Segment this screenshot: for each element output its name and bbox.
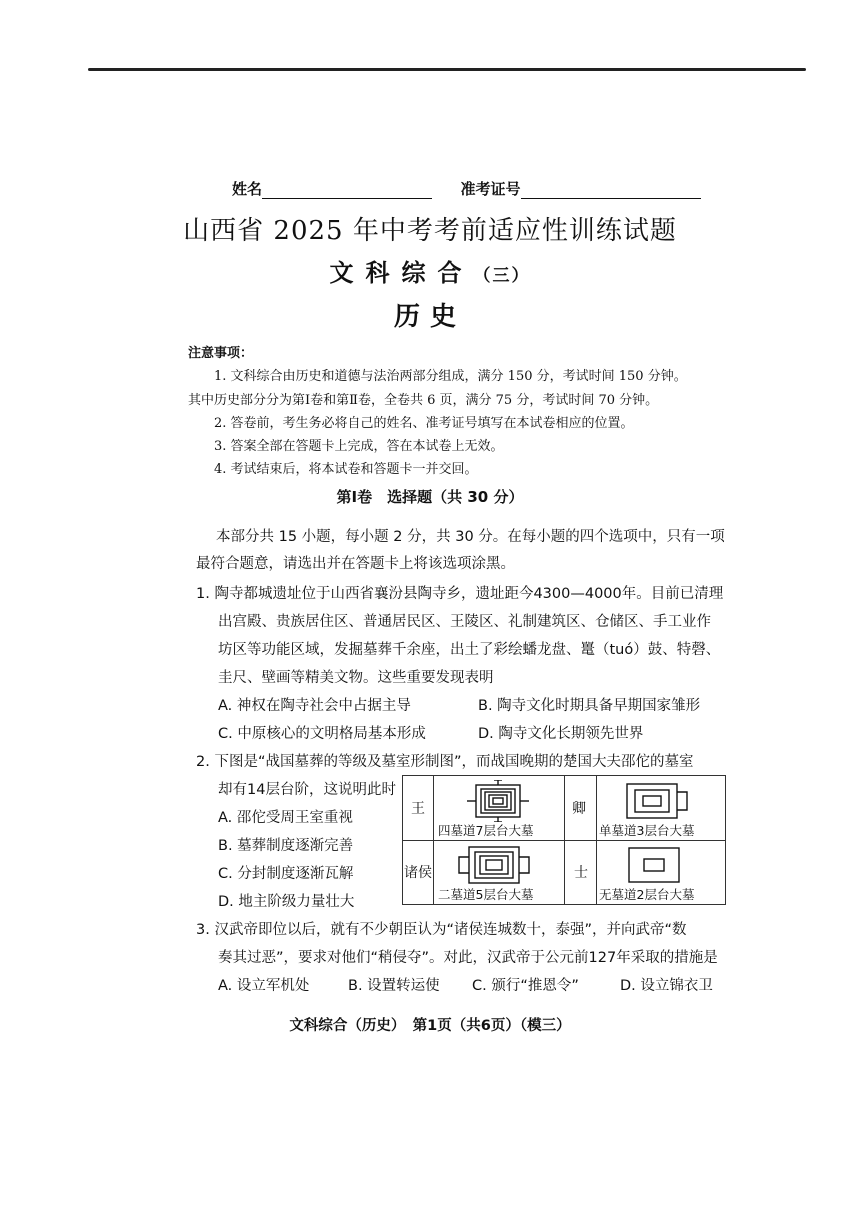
rank-label-scholar: 士 xyxy=(574,865,588,881)
q1-option-b[interactable]: B. 陶寺文化时期具备早期国家雏形 xyxy=(478,698,701,714)
q2-option-a[interactable]: A. 邵佗受周王室重视 xyxy=(218,810,353,826)
q1-option-a[interactable]: A. 神权在陶寺社会中占据主导 xyxy=(218,698,411,714)
question-1-line: 坊区等功能区域，发掘墓葬千余座，出土了彩绘蟠龙盘、鼍（tuó）鼓、特磬、 xyxy=(218,642,721,658)
caption-king: 四墓道7层台大墓 xyxy=(438,823,534,838)
note-line: 4. 考试结束后，将本试卷和答题卡一并交回。 xyxy=(214,462,478,477)
exam-id-field[interactable] xyxy=(521,182,701,199)
subtitle-text: 文科综合 xyxy=(329,259,474,287)
q1-option-d[interactable]: D. 陶寺文化长期领先世界 xyxy=(478,726,644,742)
page-footer: 文科综合（历史） 第1页（共6页）（模三） xyxy=(289,1018,571,1034)
question-2-line: 2. 下图是“战国墓葬的等级及墓室形制图”，而战国晚期的楚国大夫邵佗的墓室 xyxy=(196,754,694,770)
note-line: 2. 答卷前，考生务必将自己的姓名、准考证号填写在本试卷相应的位置。 xyxy=(214,416,634,431)
q1-option-c[interactable]: C. 中原核心的文明格局基本形成 xyxy=(218,726,426,742)
subtitle-suffix: （三） xyxy=(473,266,531,286)
question-3-line: 3. 汉武帝即位以后，就有不少朝臣认为“诸侯连城数十，泰强”，并向武帝“数 xyxy=(196,922,687,938)
tomb-diagram-single-ramp-icon xyxy=(625,782,691,820)
rank-label-king: 王 xyxy=(411,801,425,817)
q2-option-c[interactable]: C. 分封制度逐渐瓦解 xyxy=(218,866,354,882)
section-title: 第Ⅰ卷 选择题（共 30 分） xyxy=(336,488,524,506)
caption-minister: 单墓道3层台大墓 xyxy=(599,823,695,838)
exam-subtitle xyxy=(0,253,860,288)
q3-option-d[interactable]: D. 设立锦衣卫 xyxy=(620,978,713,994)
top-rule xyxy=(88,68,806,71)
tomb-diagram-four-ramps-icon xyxy=(467,780,529,822)
q2-option-b[interactable]: B. 墓葬制度逐渐完善 xyxy=(218,838,354,854)
exam-id-label: 准考证号 xyxy=(460,180,521,198)
notes-heading: 注意事项： xyxy=(188,346,254,361)
note-line: 3. 答案全部在答题卡上完成，答在本试卷上无效。 xyxy=(214,439,504,454)
tomb-diagram-two-ramps-icon xyxy=(457,845,531,885)
question-3-line: 奏其过恶”，要求对他们“稍侵夺”。对此，汉武帝于公元前127年采取的措施是 xyxy=(218,950,718,966)
section-intro-line: 最符合题意，请选出并在答题卡上将该选项涂黑。 xyxy=(196,556,515,572)
section-intro-line: 本部分共 15 小题，每小题 2 分，共 30 分。在每小题的四个选项中，只有一项 xyxy=(216,529,725,545)
rank-label-minister: 卿 xyxy=(572,801,586,817)
q3-option-c[interactable]: C. 颁行“推恩令” xyxy=(472,978,579,994)
tomb-diagram-no-ramp-icon xyxy=(627,846,681,884)
exam-title: 山西省 2025 年中考考前适应性训练试题 xyxy=(183,216,677,246)
note-line: 1. 文科综合由历史和道德与法治两部分组成，满分 150 分，考试时间 150 分钟。 xyxy=(214,369,687,384)
caption-scholar: 无墓道2层台大墓 xyxy=(599,887,695,902)
name-field[interactable] xyxy=(262,182,432,199)
tomb-hierarchy-figure xyxy=(402,775,726,905)
note-line: 其中历史部分分为第Ⅰ卷和第Ⅱ卷，全卷共 6 页，满分 75 分，考试时间 70 分钟。 xyxy=(188,393,659,408)
candidate-info-row xyxy=(232,178,712,199)
name-label: 姓名 xyxy=(232,180,263,198)
q2-option-d[interactable]: D. 地主阶级力量壮大 xyxy=(218,894,355,910)
question-1-line: 出宫殿、贵族居住区、普通居民区、王陵区、礼制建筑区、仓储区、手工业作 xyxy=(218,614,711,630)
rank-label-marquis: 诸侯 xyxy=(404,865,432,881)
subject-title: 历史 xyxy=(393,302,466,332)
question-1-line: 圭尺、壁画等精美文物。这些重要发现表明 xyxy=(218,670,494,686)
q3-option-a[interactable]: A. 设立军机处 xyxy=(218,978,310,994)
question-1-line: 1. 陶寺都城遗址位于山西省襄汾县陶寺乡，遗址距今4300—4000年。目前已清理 xyxy=(196,586,724,602)
caption-marquis: 二墓道5层台大墓 xyxy=(438,887,534,902)
question-2-line: 却有14层台阶，这说明此时 xyxy=(218,782,396,798)
q3-option-b[interactable]: B. 设置转运使 xyxy=(348,978,440,994)
